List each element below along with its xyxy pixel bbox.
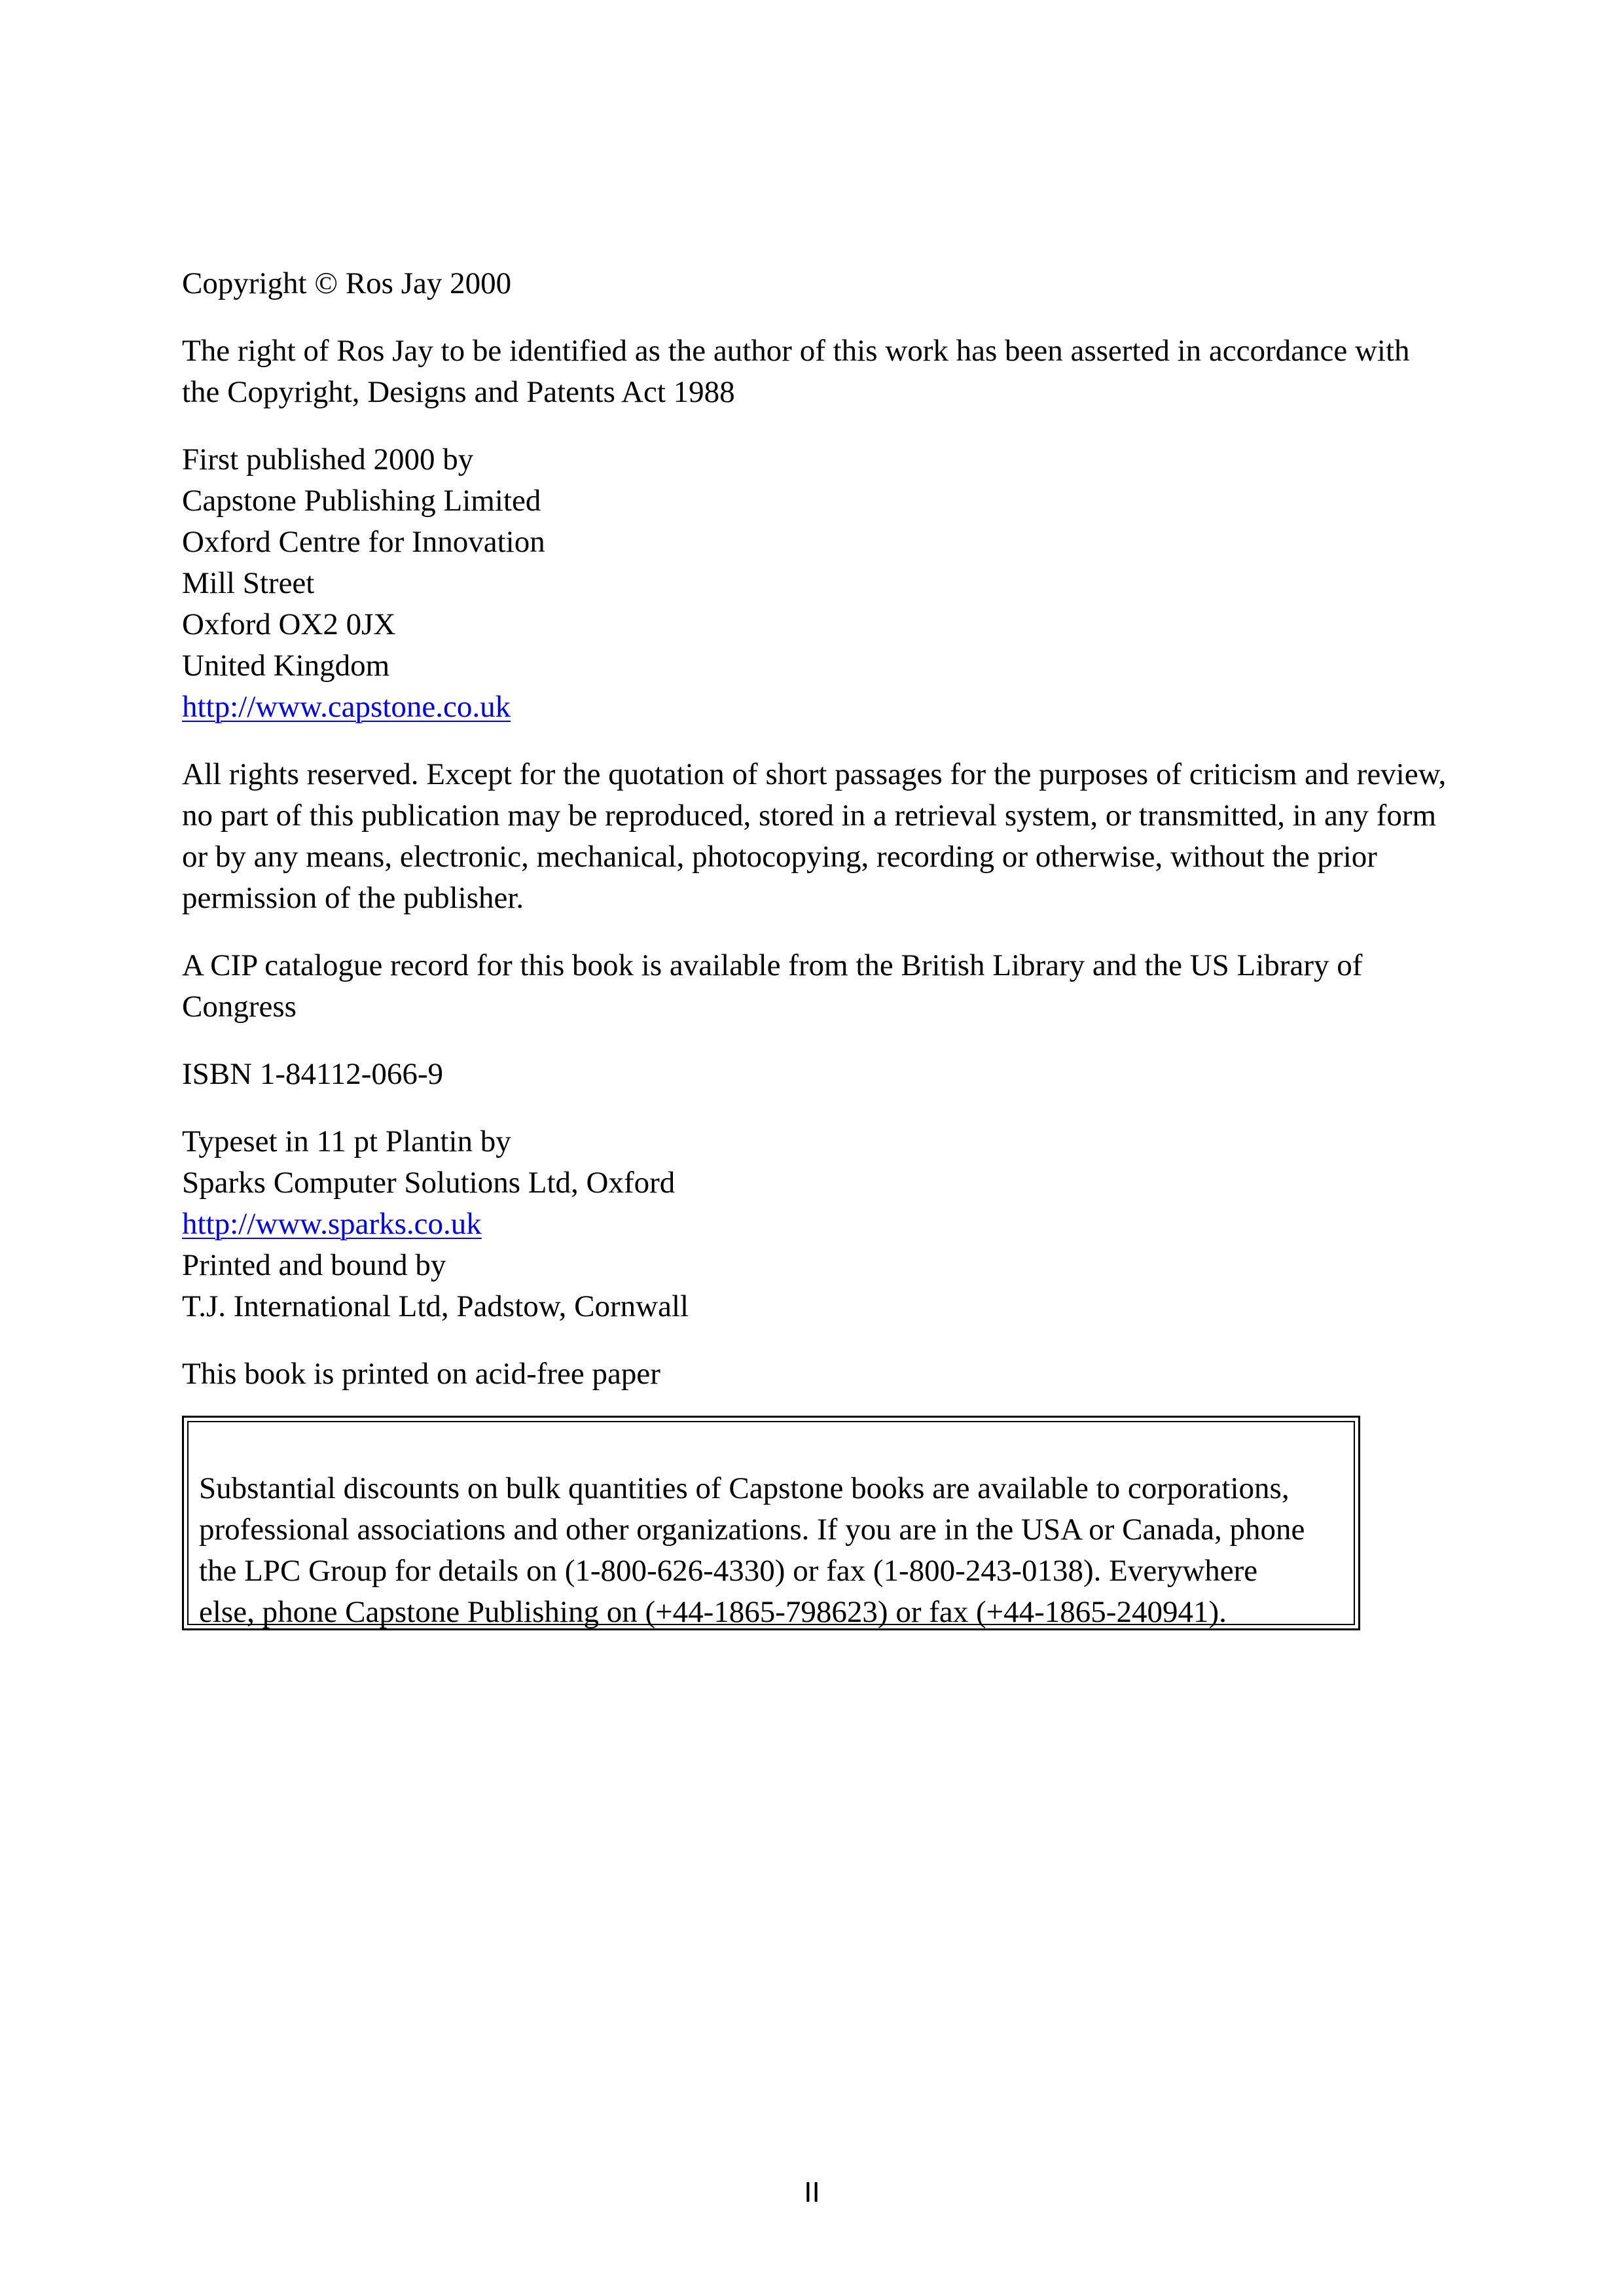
discount-line-1: Substantial discounts on bulk quantities of Capstone books are available to corporations, <box>199 1471 1290 1505</box>
bulk-discount-notice-inner <box>187 1421 1355 1629</box>
copyright-text: Copyright © Ros Jay 2000 <box>182 266 512 300</box>
paper-note-text: This book is printed on acid-free paper <box>182 1357 660 1391</box>
typeset-line: Typeset in 11 pt Plantin by <box>182 1124 511 1158</box>
publisher-address-2: Mill Street <box>182 566 315 600</box>
first-published-line: First published 2000 by <box>182 442 474 476</box>
reserved-line-1: All rights reserved. Except for the quotation of short passages for the purposes of criticism and review, <box>182 757 1447 791</box>
isbn-paragraph <box>182 1054 1465 1095</box>
typesetter-website-link[interactable]: http://www.sparks.co.uk <box>182 1207 482 1241</box>
all-rights-reserved-paragraph <box>182 754 1465 919</box>
publisher-block <box>182 439 1465 728</box>
typesetting-block <box>182 1121 1465 1327</box>
bulk-discount-notice-box <box>182 1416 1360 1630</box>
publisher-website-link[interactable]: http://www.capstone.co.uk <box>182 690 511 724</box>
reserved-line-4: permission of the publisher. <box>182 881 524 915</box>
paper-note-paragraph <box>182 1354 1465 1395</box>
publisher-address-1: Oxford Centre for Innovation <box>182 525 545 559</box>
copyright-line <box>182 263 1465 304</box>
printer-name: T.J. International Ltd, Padstow, Cornwall <box>182 1289 689 1323</box>
publisher-country: United Kingdom <box>182 649 390 683</box>
cip-record-paragraph <box>182 945 1465 1028</box>
discount-line-3: the LPC Group for details on (1-800-626-4330) or fax (1-800-243-0138). Everywhere <box>199 1554 1258 1588</box>
printed-bound-line: Printed and bound by <box>182 1248 446 1282</box>
discount-line-4: else, phone Capstone Publishing on (+44-1865-798623) or fax (+44-1865-240941). <box>199 1595 1227 1629</box>
author-rights-paragraph <box>182 331 1465 413</box>
page-number: II <box>804 2176 820 2208</box>
typesetter-name: Sparks Computer Solutions Ltd, Oxford <box>182 1166 676 1200</box>
rights-line-2: the Copyright, Designs and Patents Act 1988 <box>182 375 735 409</box>
reserved-line-2: no part of this publication may be reproduced, stored in a retrieval system, or transmitted, in any form <box>182 798 1437 833</box>
isbn-text: ISBN 1-84112-066-9 <box>182 1057 444 1091</box>
publisher-name: Capstone Publishing Limited <box>182 484 541 518</box>
discount-line-2: professional associations and other organizations. If you are in the USA or Canada, phone <box>199 1513 1305 1547</box>
rights-line-1: The right of Ros Jay to be identified as the author of this work has been asserted in accordance with <box>182 334 1410 368</box>
imprint-content <box>182 263 1465 1421</box>
cip-line-2: Congress <box>182 990 297 1024</box>
reserved-line-3: or by any means, electronic, mechanical, photocopying, recording or otherwise, without the prior <box>182 840 1377 874</box>
cip-line-1: A CIP catalogue record for this book is available from the British Library and the US Library of <box>182 948 1363 982</box>
publisher-address-3: Oxford OX2 0JX <box>182 607 396 641</box>
